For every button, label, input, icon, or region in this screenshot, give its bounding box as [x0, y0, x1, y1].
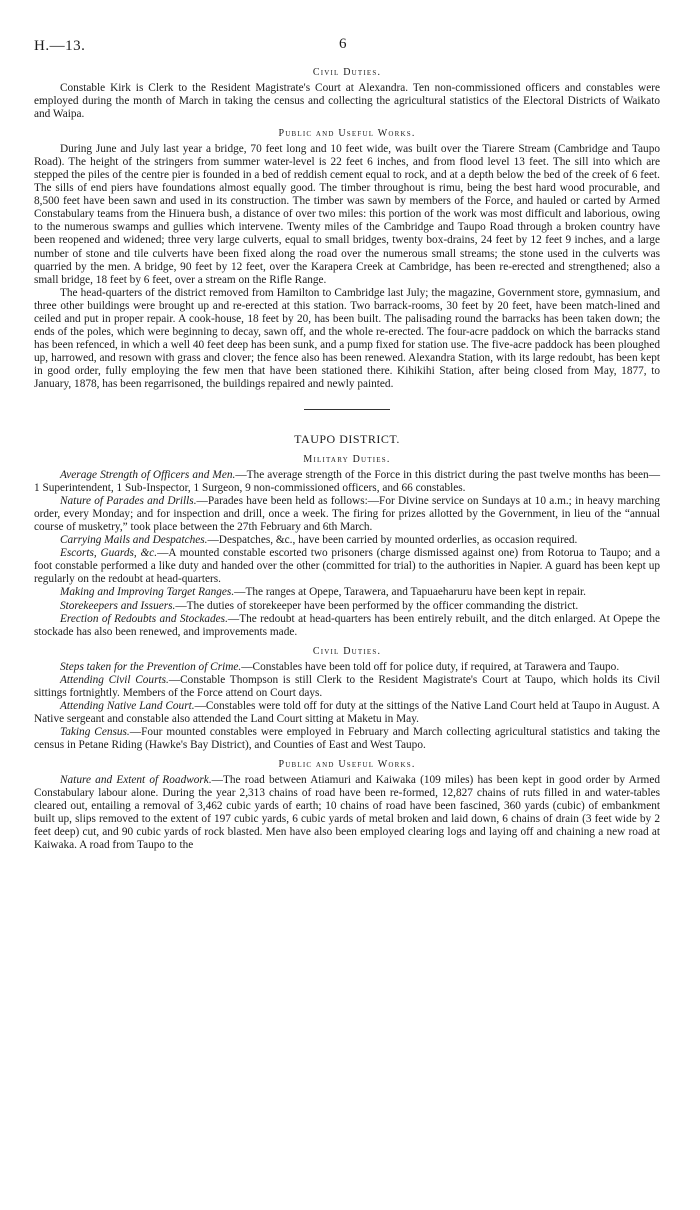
paragraph-label: Carrying Mails and Despatches.	[60, 534, 208, 547]
paragraph	[34, 534, 660, 547]
public-works-heading: Public and Useful Works.	[278, 128, 416, 140]
paragraph	[34, 613, 660, 639]
paragraph: During June and July last year a bridge, 70 feet long and 10 feet wide, was built over the Tiarere Stream (Cambridge and Taupo Road). The height of the stringers from summer water-level is 22 feet 6 inches, and from flood level 13 feet. The sill into which are stepped the piles of the centre pier is founded in a bed of reddish cement equal to rock, and at a depth below the bed of the creek of 6 feet. The sills of end piers have foundations almost equally good. The timber throughout is rimu, being the best hard wood procurable, and 8,500 feet have been sawn and used in its construction. The timber was sawn by members of the Force, and hauled or carted by Armed Constabulary teams from the Hinuera bush, a distance of over two miles: this portion of the work was most difficult and laborious, owing to the numerous swamps and gullies which intervene. Twenty miles of the Cambridge and Taupo Road through a broken country have been reopened and widened; three very large culverts, equal to small bridges, twenty box-drains, 24 feet by 12 feet 9 inches, and a large number of stone and tile culverts have been fixed along the road over the numerous small streams; the stone used in the culverts was quarried by the men. A bridge, 90 feet by 12 feet, over the Karapera Creek at Cambridge, has been re-erected and strengthened; also a small bridge, 18 feet by 6 feet, over a stream on the Rifle Range.	[34, 143, 660, 286]
paragraph-text: —Parades have been held as follows:—For Divine service on Sundays at 10 a.m.; in heavy marching order, every Monday; and for inspection and drill, once a week. The firing for prizes allotted by the Government, in lieu of the “annual course of musketry,” took place between the 27th February and 6th March.	[34, 495, 660, 534]
paragraph-label: Nature and Extent of Roadwork.	[60, 773, 212, 786]
paragraph	[34, 700, 660, 726]
paragraph-label: Taking Census.	[60, 725, 130, 738]
paragraph: Constable Kirk is Clerk to the Resident Magistrate's Court at Alexandra. Ten non-commissioned officers and constables were employed during the month of March in taking the census and collecting the agricultural statistics of the Electoral Districts of Waikato and Waipa.	[34, 82, 660, 121]
paragraph-text: —The ranges at Opepe, Tarawera, and Tapuaeharuru have been kept in repair.	[234, 586, 586, 599]
paragraph	[34, 726, 660, 752]
paragraph-text: —Constables were told off for duty at the sittings of the Native Land Court held at Taupo in August. A Native sergeant and constable also attended the Land Court sitting at Maketu in May.	[34, 699, 661, 725]
document-reference: H.—13.	[34, 38, 86, 54]
paragraph-text: —Four mounted constables were employed in February and March collecting agricultural statistics and taking the census in Petane Riding (Hawke's Bay District), and Counties of East and West Taupo.	[34, 725, 660, 751]
paragraph-text: —The road between Atiamuri and Kaiwaka (109 miles) has been kept in good order by Armed Constabulary labour alone. During the year 2,313 chains of road have been re-formed, 12,827 chains of ruts filled in and water-tables cleared out, entailing a removal of 3,462 cubic yards of earth; 10 chains of road have been fascined, 360 yards (cubic) of embankment built up, slips removed to the extent of 197 cubic yards, 6 cubic yards of metal broken and laid down, 6 chains of drain (3 feet wide by 2 feet deep) cut, and 90 cubic yards of rock blasted. Men have also been employed clearing logs and laying off and chaining a new road at Kaiwaka. A road from Taupo to the	[34, 773, 661, 852]
paragraph	[34, 674, 660, 700]
paragraph	[34, 469, 660, 495]
paragraph	[34, 661, 660, 674]
page-header	[34, 30, 660, 60]
section-divider	[304, 409, 390, 410]
paragraph-label: Making and Improving Target Ranges.	[60, 586, 235, 599]
civil-duties-heading: Civil Duties.	[312, 645, 382, 657]
paragraph	[34, 774, 660, 852]
paragraph-label: Escorts, Guards, &c.	[60, 547, 158, 560]
paragraph-text: —A mounted constable escorted two prisoners (charge dismissed against one) from Rotorua to Taupo; and a foot constable performed a like duty and handed over the other (committed for trial) to the authorities in Napier. A guard has been kept up regularly on the redoubt at head-quarters.	[34, 547, 660, 586]
paragraph-text: —Constable Thompson is still Clerk to the Resident Magistrate's Court at Taupo, which holds its Civil sittings fortnightly. Members of the Force attend on Court days.	[34, 673, 660, 699]
paragraph-label: Attending Civil Courts.	[60, 673, 169, 686]
military-duties-heading: Military Duties.	[303, 454, 391, 466]
paragraph-label: Storekeepers and Issuers.	[60, 599, 176, 612]
paragraph-label: Attending Native Land Court.	[60, 699, 195, 712]
page-number: 6	[339, 36, 347, 52]
paragraph-label: Erection of Redoubts and Stockades.	[60, 612, 228, 625]
public-works-heading: Public and Useful Works.	[278, 758, 416, 770]
paragraph-text: —Constables have been told off for police duty, if required, at Tarawera and Taupo.	[241, 660, 620, 673]
civil-duties-heading: Civil Duties.	[312, 67, 382, 78]
paragraph-text: —The redoubt at head-quarters has been entirely rebuilt, and the ditch enlarged. At Opepe the stockade has also been renewed, and improvements made.	[34, 612, 660, 638]
paragraph-label: Steps taken for the Prevention of Crime.	[60, 660, 242, 673]
paragraph-text: —Despatches, &c., have been carried by mounted orderlies, as occasion required.	[207, 534, 578, 547]
paragraph	[34, 547, 660, 586]
district-title: TAUPO DISTRICT.	[294, 432, 400, 447]
paragraph	[34, 495, 660, 534]
paragraph-text: —The average strength of the Force in this district during the past twelve months has been—1 Superintendent, 1 Sub-Inspector, 1 Surgeon, 9 non-commissioned officers, and 66 constables.	[34, 469, 660, 495]
paragraph-label: Average Strength of Officers and Men.	[60, 469, 236, 482]
paragraph: The head-quarters of the district removed from Hamilton to Cambridge last July; the magazine, Government store, gymnasium, and three other buildings were brought up and re-erected at this station. Two barrack-rooms, 30 feet by 20 feet, have been match-lined and ceiled and put in proper repair. A cook-house, 18 feet by 20, has been built. The palisading round the barracks has been taken down; the ends of the poles, which were beginning to decay, sawn off, and the whole re-erected. The four-acre paddock on which the barracks stand has been refenced, in which a well 40 feet deep has been sunk, and a pump fixed for station use. The five-acre paddock has been ploughed up, harrowed, and resown with grass and clover; the fence also has been renewed. Alexandra Station, with its large redoubt, has been kept in good order, fully employing the few men that have been stationed there. Kihikihi Station, after being closed from May, 1877, to January, 1878, has been regarrisoned, the buildings repaired and newly painted.	[34, 286, 660, 390]
paragraph	[34, 586, 660, 599]
paragraph-label: Nature of Parades and Drills.	[60, 495, 197, 508]
paragraph-text: —The duties of storekeeper have been performed by the officer commanding the district.	[175, 599, 579, 612]
paragraph	[34, 600, 660, 613]
